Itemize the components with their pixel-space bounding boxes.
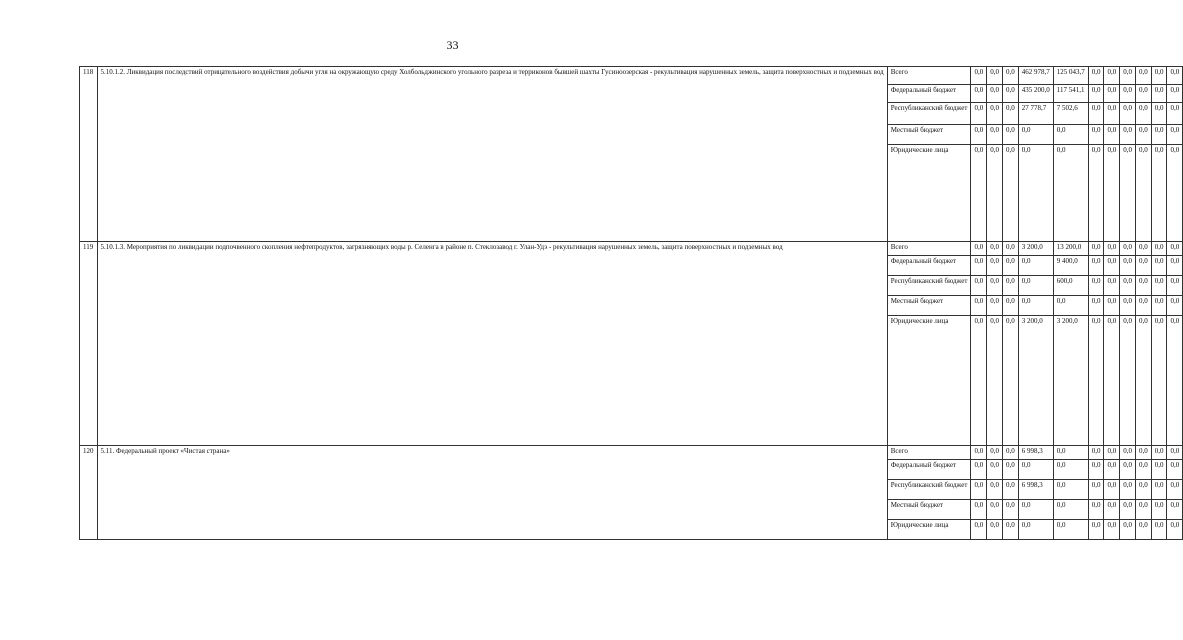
value-cell: 0,0 [1151,500,1167,520]
value-cell: 0,0 [1088,520,1104,540]
value-cell: 0,0 [1135,480,1151,500]
value-cell: 0,0 [971,316,987,446]
value-cell: 0,0 [1002,316,1018,446]
value-cell: 0,0 [971,446,987,460]
value-cell: 0,0 [1135,85,1151,103]
value-cell: 0,0 [1135,256,1151,276]
value-cell: 0,0 [1002,125,1018,145]
value-cell: 0,0 [1104,276,1120,296]
value-cell: 0,0 [1104,145,1120,242]
value-cell: 0,0 [1167,125,1183,145]
value-cell: 3 200,0 [1053,316,1088,446]
value-cell: 0,0 [1167,446,1183,460]
value-cell: 435 200,0 [1018,85,1053,103]
value-cell: 0,0 [971,296,987,316]
value-cell: 0,0 [1018,460,1053,480]
value-cell: 0,0 [1002,145,1018,242]
value-cell: 0,0 [1018,296,1053,316]
value-cell: 0,0 [1151,276,1167,296]
value-cell: 0,0 [1053,520,1088,540]
value-cell: 0,0 [971,460,987,480]
value-cell: 0,0 [1135,520,1151,540]
value-cell: 462 978,7 [1018,67,1053,85]
value-cell: 0,0 [987,67,1003,85]
value-cell: 0,0 [1053,500,1088,520]
value-cell: 0,0 [987,125,1003,145]
value-cell: 7 502,6 [1053,103,1088,125]
measure-description: 5.10.1.2. Ликвидация последствий отрицательного воздействия добычи угля на окружающую среду Холбольджинского угольного разреза и терриконов бывшей шахты Гусиноозерская - рекультивация нарушенных земель, защита поверхностных и подземных вод [97,67,887,242]
value-cell: 0,0 [1120,103,1136,125]
value-cell: 0,0 [1135,276,1151,296]
value-cell: 0,0 [1018,500,1053,520]
value-cell: 0,0 [1151,460,1167,480]
funding-source: Республиканский бюджет [887,480,971,500]
value-cell: 0,0 [971,242,987,256]
value-cell: 0,0 [1135,446,1151,460]
funding-source: Всего [887,242,971,256]
value-cell: 0,0 [1104,296,1120,316]
value-cell: 0,0 [1018,276,1053,296]
value-cell: 0,0 [1088,276,1104,296]
table-body [80,67,1183,540]
value-cell: 0,0 [1167,85,1183,103]
value-cell: 0,0 [987,256,1003,276]
value-cell: 0,0 [1167,242,1183,256]
value-cell: 3 200,0 [1018,316,1053,446]
value-cell: 0,0 [1120,460,1136,480]
funding-source: Юридические лица [887,145,971,242]
value-cell: 0,0 [1120,85,1136,103]
value-cell: 0,0 [1002,520,1018,540]
value-cell: 0,0 [1088,125,1104,145]
value-cell: 0,0 [1167,103,1183,125]
value-cell: 6 998,3 [1018,446,1053,460]
value-cell: 600,0 [1053,276,1088,296]
value-cell: 0,0 [1120,125,1136,145]
value-cell: 0,0 [1053,460,1088,480]
value-cell: 0,0 [1120,242,1136,256]
value-cell: 117 541,1 [1053,85,1088,103]
funding-source: Федеральный бюджет [887,460,971,480]
value-cell: 0,0 [1167,67,1183,85]
value-cell: 0,0 [971,67,987,85]
value-cell: 0,0 [1120,446,1136,460]
value-cell: 0,0 [1135,296,1151,316]
funding-source: Республиканский бюджет [887,276,971,296]
value-cell: 0,0 [1018,125,1053,145]
value-cell: 0,0 [971,103,987,125]
value-cell: 0,0 [1151,520,1167,540]
funding-source: Местный бюджет [887,125,971,145]
value-cell: 0,0 [1104,520,1120,540]
value-cell: 0,0 [1018,256,1053,276]
value-cell: 0,0 [1053,480,1088,500]
value-cell: 0,0 [987,520,1003,540]
value-cell: 0,0 [1135,316,1151,446]
value-cell: 0,0 [987,460,1003,480]
value-cell: 0,0 [1104,446,1120,460]
value-cell: 0,0 [1088,67,1104,85]
value-cell: 0,0 [1120,480,1136,500]
row-number: 120 [80,446,98,540]
value-cell: 0,0 [1151,145,1167,242]
value-cell: 0,0 [971,125,987,145]
value-cell: 0,0 [1151,316,1167,446]
value-cell: 0,0 [1135,242,1151,256]
value-cell: 0,0 [1002,460,1018,480]
value-cell: 0,0 [1167,145,1183,242]
value-cell: 0,0 [1120,67,1136,85]
value-cell: 0,0 [1104,480,1120,500]
measure-description: 5.11. Федеральный проект «Чистая страна» [97,446,887,540]
value-cell: 0,0 [987,85,1003,103]
value-cell: 0,0 [971,145,987,242]
value-cell: 0,0 [1167,480,1183,500]
value-cell: 9 400,0 [1053,256,1088,276]
funding-source: Федеральный бюджет [887,85,971,103]
value-cell: 0,0 [1088,500,1104,520]
measure-description: 5.10.1.3. Мероприятия по ликвидации подпочвенного скопления нефтепродуктов, загрязняющих воды р. Селенга в районе п. Стеклозавод г. Улан-Удэ - рекультивация нарушенных земель, защита поверхностных и подземных вод [97,242,887,446]
budget-table [79,66,1183,540]
value-cell: 125 043,7 [1053,67,1088,85]
value-cell: 0,0 [1167,520,1183,540]
value-cell: 0,0 [1135,500,1151,520]
value-cell: 0,0 [1002,256,1018,276]
value-cell: 0,0 [1018,520,1053,540]
value-cell: 0,0 [1151,446,1167,460]
value-cell: 0,0 [1151,480,1167,500]
value-cell: 0,0 [1120,276,1136,296]
value-cell: 0,0 [987,103,1003,125]
value-cell: 0,0 [1104,460,1120,480]
value-cell: 0,0 [1088,145,1104,242]
value-cell: 0,0 [1120,520,1136,540]
value-cell: 0,0 [1135,103,1151,125]
value-cell: 0,0 [987,480,1003,500]
value-cell: 0,0 [1018,145,1053,242]
value-cell: 0,0 [1053,145,1088,242]
value-cell: 0,0 [1151,103,1167,125]
value-cell: 0,0 [987,276,1003,296]
funding-source: Всего [887,67,971,85]
value-cell: 0,0 [1104,67,1120,85]
value-cell: 0,0 [1088,296,1104,316]
value-cell: 0,0 [987,296,1003,316]
value-cell: 0,0 [1167,500,1183,520]
value-cell: 0,0 [1053,446,1088,460]
value-cell: 0,0 [1120,316,1136,446]
value-cell: 0,0 [1088,242,1104,256]
value-cell: 0,0 [1053,125,1088,145]
table-row [80,67,1183,85]
funding-source: Всего [887,446,971,460]
value-cell: 0,0 [1002,85,1018,103]
value-cell: 0,0 [1151,256,1167,276]
value-cell: 0,0 [971,500,987,520]
value-cell: 0,0 [987,500,1003,520]
funding-source: Федеральный бюджет [887,256,971,276]
value-cell: 0,0 [1167,460,1183,480]
value-cell: 0,0 [987,316,1003,446]
value-cell: 3 200,0 [1018,242,1053,256]
value-cell: 0,0 [1167,276,1183,296]
table-row [80,446,1183,460]
value-cell: 0,0 [987,446,1003,460]
value-cell: 0,0 [1167,296,1183,316]
value-cell: 0,0 [971,276,987,296]
value-cell: 0,0 [1002,67,1018,85]
value-cell: 0,0 [971,256,987,276]
value-cell: 0,0 [1104,500,1120,520]
value-cell: 0,0 [1135,67,1151,85]
page-number: 33 [446,38,459,52]
value-cell: 13 200,0 [1053,242,1088,256]
value-cell: 0,0 [1167,316,1183,446]
value-cell: 0,0 [1104,256,1120,276]
value-cell: 0,0 [1002,242,1018,256]
value-cell: 0,0 [1151,296,1167,316]
value-cell: 0,0 [1002,276,1018,296]
value-cell: 0,0 [1088,85,1104,103]
value-cell: 0,0 [971,480,987,500]
value-cell: 0,0 [1088,460,1104,480]
value-cell: 0,0 [1088,480,1104,500]
value-cell: 0,0 [1104,125,1120,145]
value-cell: 0,0 [1002,480,1018,500]
value-cell: 0,0 [1104,85,1120,103]
value-cell: 0,0 [1120,145,1136,242]
value-cell: 0,0 [1135,125,1151,145]
value-cell: 0,0 [1002,500,1018,520]
value-cell: 0,0 [1088,103,1104,125]
value-cell: 0,0 [1135,145,1151,242]
value-cell: 0,0 [1053,296,1088,316]
value-cell: 0,0 [987,242,1003,256]
value-cell: 0,0 [1088,316,1104,446]
value-cell: 0,0 [1002,446,1018,460]
value-cell: 0,0 [971,520,987,540]
value-cell: 0,0 [1002,103,1018,125]
value-cell: 0,0 [1151,85,1167,103]
value-cell: 0,0 [1104,242,1120,256]
row-number: 118 [80,67,98,242]
funding-source: Местный бюджет [887,296,971,316]
value-cell: 0,0 [1088,256,1104,276]
value-cell: 0,0 [1120,500,1136,520]
value-cell: 0,0 [1002,296,1018,316]
value-cell: 0,0 [1135,460,1151,480]
value-cell: 0,0 [1151,67,1167,85]
value-cell: 0,0 [1120,256,1136,276]
value-cell: 0,0 [1104,316,1120,446]
value-cell: 0,0 [1088,446,1104,460]
funding-source: Республиканский бюджет [887,103,971,125]
table-row [80,242,1183,256]
value-cell: 0,0 [1151,125,1167,145]
funding-source: Юридические лица [887,316,971,446]
value-cell: 0,0 [1151,242,1167,256]
value-cell: 0,0 [1120,296,1136,316]
row-number: 119 [80,242,98,446]
funding-source: Местный бюджет [887,500,971,520]
value-cell: 0,0 [1104,103,1120,125]
value-cell: 6 998,3 [1018,480,1053,500]
value-cell: 0,0 [987,145,1003,242]
funding-source: Юридические лица [887,520,971,540]
value-cell: 0,0 [971,85,987,103]
value-cell: 0,0 [1167,256,1183,276]
value-cell: 27 778,7 [1018,103,1053,125]
